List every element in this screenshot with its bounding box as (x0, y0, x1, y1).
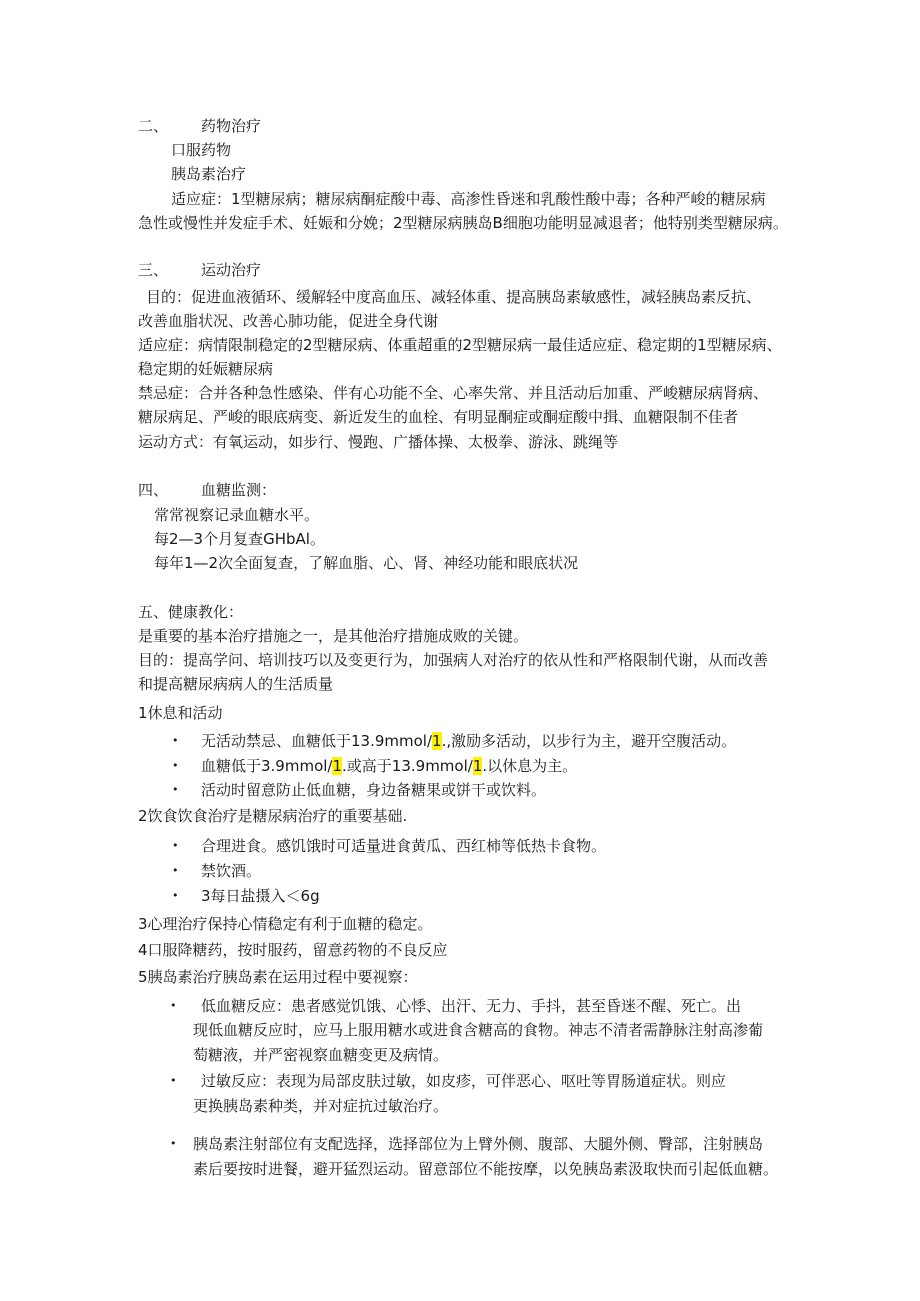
insulin-indication-line1: 适应症：1型糖尿病；糖尿病酮症酸中毒、高渗性昏迷和乳酸性酸中毒；各种严峻的糖尿病 (171, 190, 766, 208)
bullet-icon: • (172, 839, 179, 852)
rest-bullet2-mid: .或高于13.9mmol∕ (342, 757, 473, 775)
bullet-icon: • (172, 783, 179, 796)
insulin-observe-title: 5胰岛素治疗胰岛素在运用过程中要视察： (138, 968, 418, 986)
rest-bullet2-tail: .以休息为主。 (482, 757, 578, 775)
rest-bullet1-text: 无活动禁忌、血糖低于13.9mmol∕ (201, 732, 433, 750)
education-purpose-line2: 和提高糖尿病病人的生活质量 (138, 675, 334, 693)
insulin-therapy-label: 胰岛素治疗 (171, 165, 247, 183)
rest-bullet1 (201, 731, 736, 751)
exercise-contra-line2: 糖尿病足、严峻的眼底病变、新近发生的血栓、有明显酮症或酮症酸中揖、血糖限制不佳者 (138, 408, 739, 426)
hypoglycemia-line1: 低血糖反应：患者感觉饥饿、心悸、出汗、无力、手抖，甚至昏迷不醒、死亡。出 (201, 997, 742, 1015)
diet-bullet2: 禁饮酒。 (201, 862, 262, 880)
highlight-mark: 1 (472, 757, 483, 775)
rest-activity-title: 1休息和活动 (138, 704, 223, 722)
section3-heading (138, 260, 261, 280)
rest-bullet3: 活动时留意防止低血糖，身边备糖果或饼干或饮料。 (201, 781, 547, 799)
rest-bullet2-text: 血糖低于3.9mmol∕ (201, 757, 333, 775)
exercise-indication-line1: 适应症：病情限制稳定的2型糖尿病、体重超重的2型糖尿病一最佳适应症、稳定期的1型糖尿病、 (138, 336, 782, 354)
rest-bullet2 (201, 756, 577, 776)
section5-heading: 五、健康教化： (138, 603, 244, 621)
highlight-mark: 1 (432, 732, 442, 750)
insulin-indication-line2: 急性或慢性并发症手术、妊娠和分娩；2型糖尿病胰岛B细胞功能明显减退者；他特别类型糖尿病。 (138, 214, 788, 232)
bullet-icon: • (172, 759, 179, 772)
bullet-icon: • (170, 999, 177, 1012)
section4-heading (138, 480, 276, 500)
highlight-mark: 1 (332, 757, 343, 775)
monitor-item2: 每2—3个月复查GHbAl。 (154, 530, 325, 548)
rest-bullet1-tail: .,激励多活动，以步行为主，避开空腹活动。 (441, 732, 737, 750)
exercise-mode: 运动方式：有氧运动，如步行、慢跑、广播体操、太极拳、游泳、跳绳等 (138, 433, 619, 451)
section2-title: 药物治疗 (201, 117, 262, 135)
bullet-icon: • (172, 734, 179, 747)
section4-title: 血糖监测： (201, 481, 277, 499)
exercise-purpose-line1: 目的：促进血液循环、缓解轻中度高血压、减轻体重、提高胰岛素敏感性，减轻胰岛素反抗、 (146, 288, 762, 306)
section3-title: 运动治疗 (201, 261, 262, 279)
injection-site-line2: 素后要按时进餐，避开猛烈运动。留意部位不能按摩，以免胰岛素汲取快而引起低血糖。 (193, 1160, 779, 1178)
exercise-purpose-line2: 改善血脂状况、改善心肺功能，促进全身代谢 (138, 312, 439, 330)
oral-drugs-label: 口服药物 (171, 141, 232, 159)
oral-drug-note: 4口服降糖药，按时服药，留意药物的不良反应 (138, 941, 448, 959)
monitor-item1: 常常视察记录血糖水平。 (154, 506, 320, 524)
bullet-icon: • (172, 864, 179, 877)
section2-number: 二、 (138, 117, 169, 135)
exercise-contra-line1: 禁忌症：合并各种急性感染、伴有心功能不全、心率失常、并且活动后加重、严峻糖尿病肾病、 (138, 384, 769, 402)
monitor-item3: 每年1—2次全面复查，了解血脂、心、肾、神经功能和眼底状况 (154, 554, 579, 572)
bullet-icon: • (170, 1137, 177, 1150)
psych-therapy: 3心理治疗保持心情稳定有利于血糖的稳定。 (138, 915, 433, 933)
diet-title: 2饮食饮食治疗是糖尿病治疗的重要基础. (138, 807, 408, 825)
education-intro: 是重要的基本治疗措施之一，是其他治疗措施成败的关键。 (138, 627, 529, 645)
section2-heading (138, 116, 261, 136)
bullet-icon: • (172, 889, 179, 902)
diet-bullet3: 3每日盐摄入＜6g (201, 887, 320, 905)
allergy-line2: 更换胰岛素种类，并对症抗过敏治疗。 (193, 1097, 449, 1115)
hypoglycemia-line3: 萄糖液，并严密视察血糖变更及病情。 (193, 1046, 449, 1064)
section3-number: 三、 (138, 261, 169, 279)
hypoglycemia-line2: 现低血糖反应时，应马上服用糖水或进食含糖高的食物。神志不清者需静脉注射高渗葡 (193, 1021, 764, 1039)
allergy-line1: 过敏反应：表现为局部皮肤过敏，如皮疹，可伴恶心、呕吐等胃肠道症状。则应 (201, 1072, 727, 1090)
exercise-indication-line2: 稳定期的妊娠糖尿病 (138, 360, 274, 378)
bullet-icon: • (170, 1074, 177, 1087)
injection-site-line1: 胰岛素注射部位有支配选择，选择部位为上臂外侧、腹部、大腿外侧、臀部，注射胰岛 (193, 1135, 764, 1153)
diet-bullet1: 合理进食。感饥饿时可适量进食黄瓜、西红柿等低热卡食物。 (201, 837, 607, 855)
section4-number: 四、 (138, 481, 169, 499)
education-purpose-line1: 目的：提高学问、培训技巧以及变更行为，加强病人对治疗的依从性和严格限制代谢，从而改善 (138, 651, 769, 669)
